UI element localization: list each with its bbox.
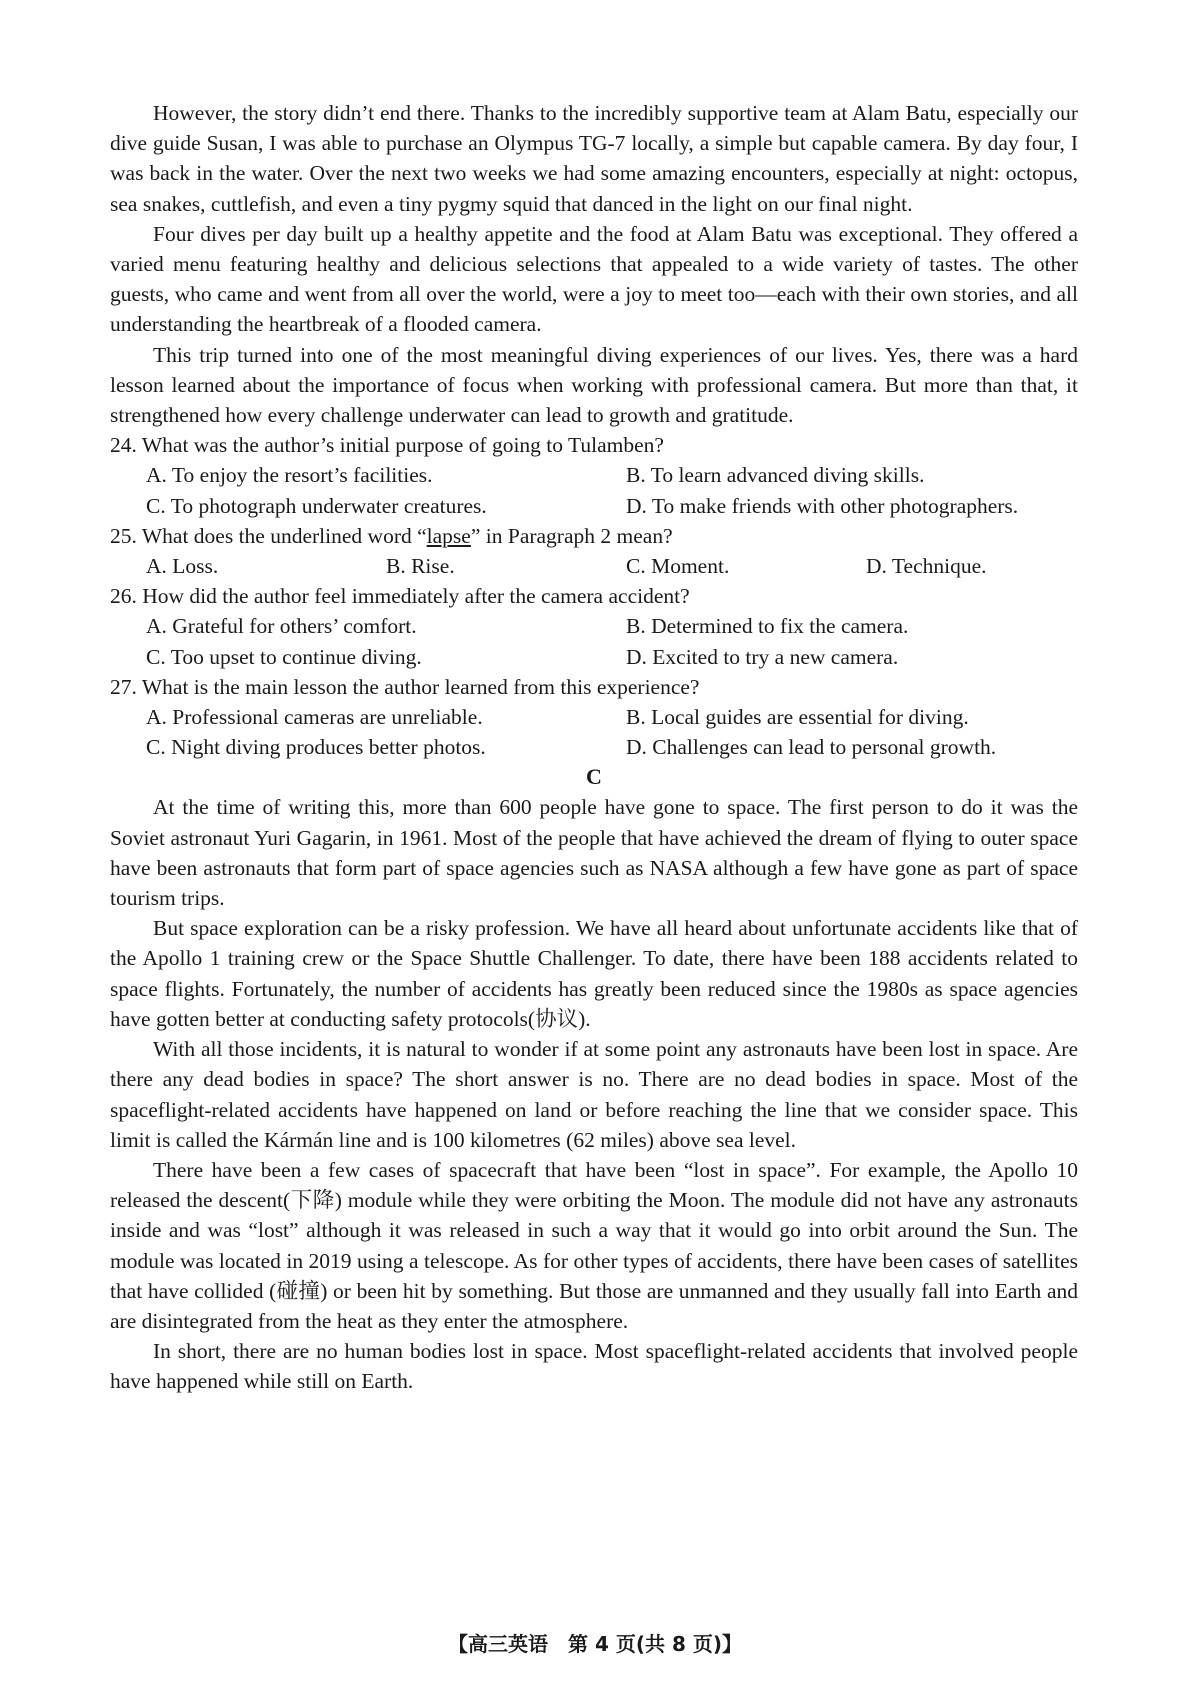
question-24-options (146, 460, 1078, 520)
passage-c-paragraph: There have been a few cases of spacecraft that have been “lost in space”. For example, the Apollo 10 released the descent(下降) module while they were orbiting the Moon. The module did not have any astronauts inside and was “lost” although it was released in such a way that it would go into orbit around the Sun. The module was located in 2019 using a telescope. As for other types of accidents, there have been cases of satellites that have collided (碰撞) or been hit by something. But those are unmanned and they usually fall into Earth and are disintegrated from the heat as they enter the atmosphere. (110, 1157, 1078, 1333)
option-c: C. Night diving produces better photos. (146, 735, 486, 760)
passage-c-paragraph: At the time of writing this, more than 600 people have gone to space. The first person to do it was the Soviet astronaut Yuri Gagarin, in 1961. Most of the people that have achieved the dream of flying to outer space have been astronauts that form part of space agencies such as NASA although a few have gone as part of space tourism trips. (110, 795, 1078, 911)
passage-b-paragraph: However, the story didn’t end there. Thanks to the incredibly supportive team at Alam Batu, especially our dive guide Susan, I was able to purchase an Olympus TG-7 locally, a simple but capable camera. By day four, I was back in the water. Over the next two weeks we had some amazing encounters, especially at night: octopus, sea snakes, cuttlefish, and even a tiny pygmy squid that danced in the light on our final night. (110, 101, 1078, 216)
option-d: D. Technique. (866, 554, 987, 579)
exam-page (110, 98, 1078, 1397)
option-a: A. Loss. (146, 554, 219, 579)
question-27-stem: 27. What is the main lesson the author learned from this experience? (110, 674, 700, 699)
passage-b-paragraph: Four dives per day built up a healthy appetite and the food at Alam Batu was exceptional. They offered a varied menu featuring healthy and delicious selections that appealed to a wide variety of tastes. The other guests, who came and went from all over the world, were a joy to meet too—each with their own stories, and all understanding the heartbreak of a flooded camera. (110, 221, 1078, 337)
question-27-options (146, 702, 1078, 762)
passage-c-paragraph: In short, there are no human bodies lost in space. Most spaceflight-related accidents that involved people have happened while still on Earth. (110, 1339, 1078, 1394)
option-a: A. Professional cameras are unreliable. (146, 705, 483, 730)
option-c: C. Moment. (626, 554, 730, 579)
option-b: B. Determined to fix the camera. (626, 614, 909, 639)
section-c-heading: C (586, 764, 602, 790)
underlined-word: lapse (426, 523, 471, 548)
option-d: D. Challenges can lead to personal growth. (626, 735, 997, 760)
page-footer: 【高三英语 第 4 页(共 8 页)】 (448, 1632, 742, 1656)
question-25-stem (110, 521, 1078, 551)
option-b: B. To learn advanced diving skills. (626, 463, 925, 488)
option-a: A. To enjoy the resort’s facilities. (146, 463, 433, 488)
option-a: A. Grateful for others’ comfort. (146, 614, 417, 639)
passage-c-paragraph: With all those incidents, it is natural to wonder if at some point any astronauts have been lost in space. Are there any dead bodies in space? The short answer is no. There are no dead bodies in space. Most of the spaceflight-related accidents have happened on land or before reaching the line that we consider space. This limit is called the Kármán line and is 100 kilometres (62 miles) above sea level. (110, 1037, 1078, 1152)
option-b: B. Local guides are essential for diving. (626, 705, 969, 730)
question-25-stem-post: ” in Paragraph 2 mean? (470, 523, 673, 548)
option-d: D. To make friends with other photographers. (626, 493, 1019, 518)
option-d: D. Excited to try a new camera. (626, 644, 899, 669)
question-25-options (146, 551, 1078, 581)
passage-b-paragraph: This trip turned into one of the most meaningful diving experiences of our lives. Yes, there was a hard lesson learned about the importance of focus when working with professional camera. But more than that, it strengthened how every challenge underwater can lead to growth and gratitude. (110, 342, 1078, 428)
option-c: C. Too upset to continue diving. (146, 644, 422, 669)
question-24-stem: 24. What was the author’s initial purpose of going to Tulamben? (110, 433, 664, 458)
question-26-options (146, 611, 1078, 671)
question-25-stem-pre: 25. What does the underlined word “ (110, 523, 427, 548)
question-26-stem: 26. How did the author feel immediately after the camera accident? (110, 584, 690, 609)
option-b: B. Rise. (386, 554, 455, 579)
passage-c-paragraph: But space exploration can be a risky profession. We have all heard about unfortunate accidents like that of the Apollo 1 training crew or the Space Shuttle Challenger. To date, there have been 188 accidents related to space flights. Fortunately, the number of accidents has greatly been reduced since the 1980s as space agencies have gotten better at conducting safety protocols(协议). (110, 916, 1078, 1031)
option-c: C. To photograph underwater creatures. (146, 493, 487, 518)
